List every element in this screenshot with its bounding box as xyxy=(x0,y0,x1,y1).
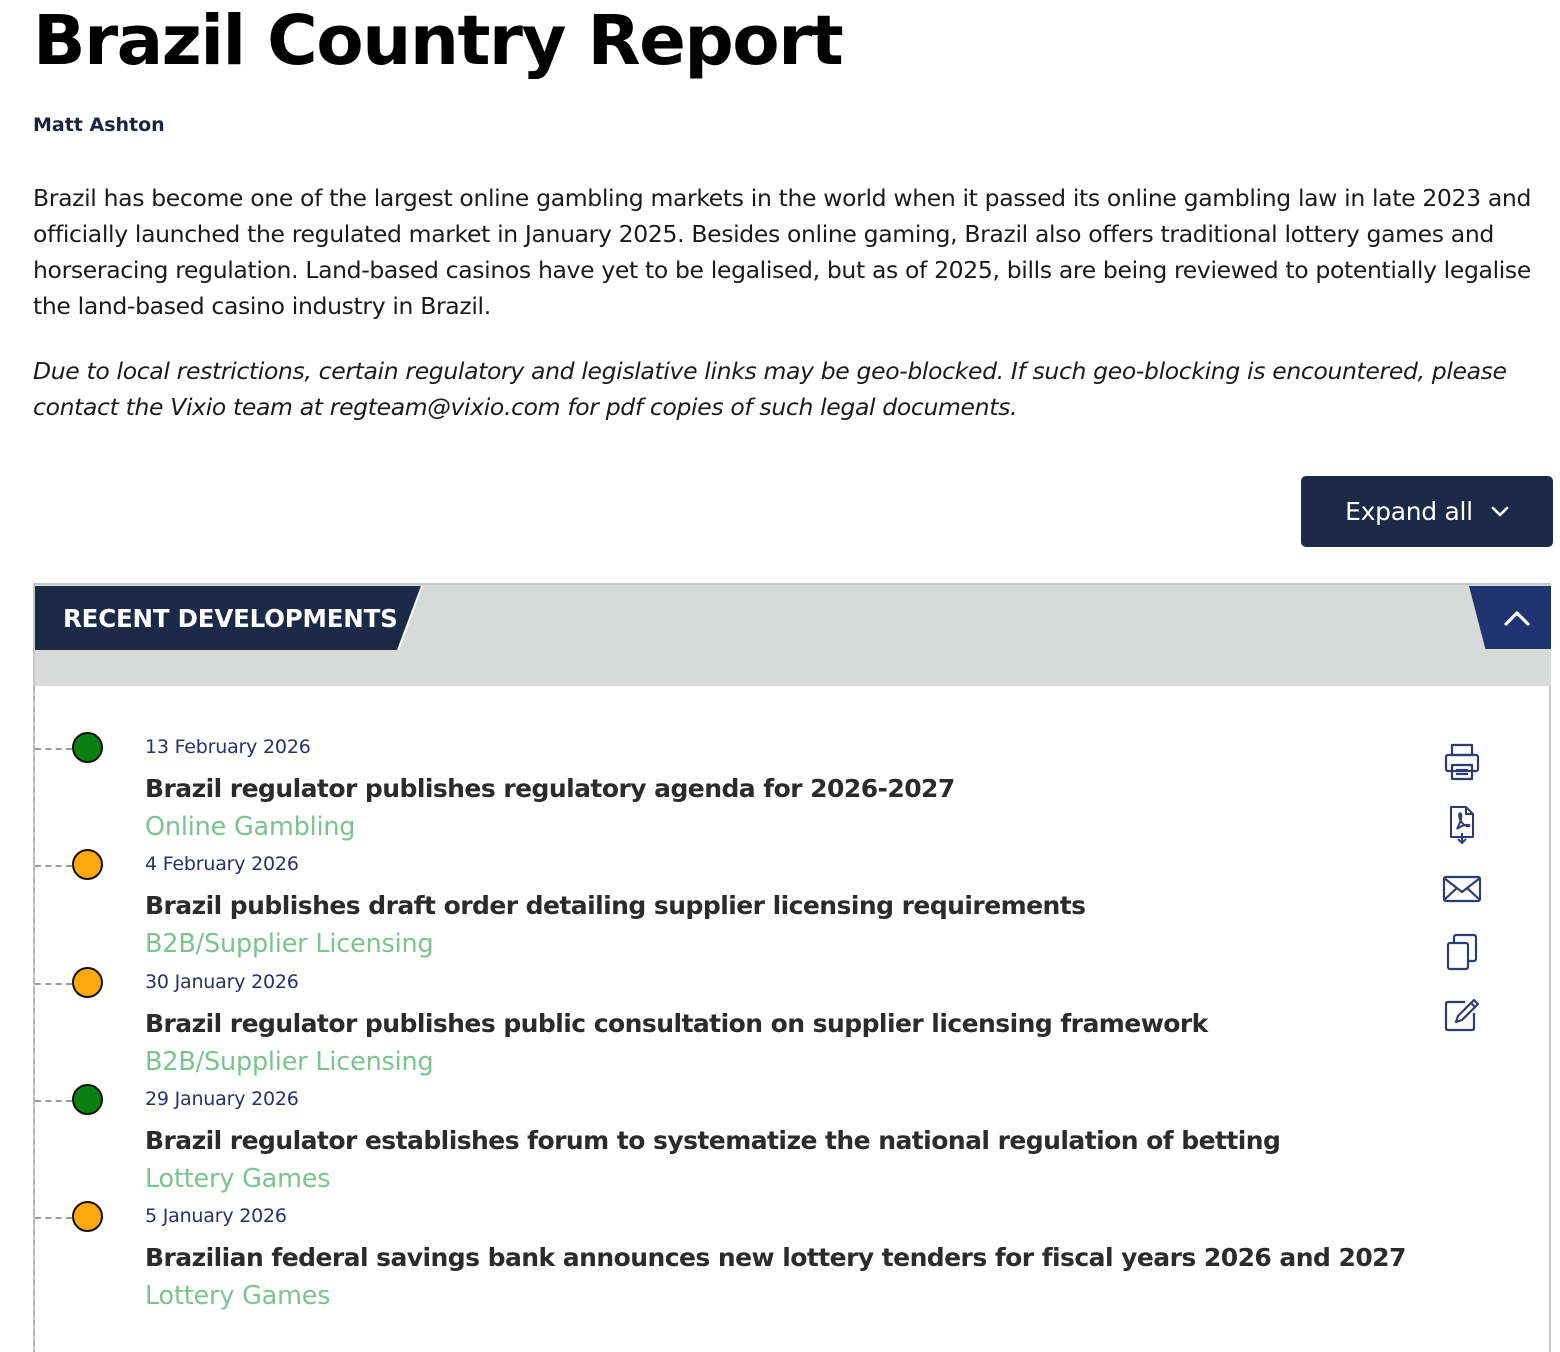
timeline-connector xyxy=(35,1217,72,1219)
development-date: 30 January 2026 xyxy=(145,970,299,993)
status-indicator xyxy=(72,849,103,880)
development-headline[interactable]: Brazil regulator establishes forum to systematize the national regulation of betting xyxy=(145,1125,1281,1155)
intro-paragraph: Brazil has become one of the largest online gambling markets in the world when it passed its online gambling law in late 2023 and officially launched the regulated market in January 2025. Besides online gaming, Brazil also offers traditional lottery games and horseracing regulation. Land-based casinos have yet to be legalised, but as of 2025, bills are being reviewed to potentially legalise the land-based casino industry in Brazil. xyxy=(33,184,1532,320)
development-item xyxy=(35,1087,1335,1217)
development-date: 5 January 2026 xyxy=(145,1205,287,1228)
development-headline[interactable]: Brazil regulator publishes public consultation on supplier licensing framework xyxy=(145,1008,1208,1038)
author-name[interactable]: Matt Ashton xyxy=(33,114,165,136)
recent-developments-panel xyxy=(33,583,1551,1352)
expand-all-label: Expand all xyxy=(1345,497,1473,526)
panel-header[interactable] xyxy=(35,585,1551,686)
timeline-connector xyxy=(35,1100,72,1102)
section-title: RECENT DEVELOPMENTS xyxy=(63,604,398,633)
download-pdf-button[interactable] xyxy=(1440,803,1484,847)
timeline-connector xyxy=(35,748,72,750)
status-indicator xyxy=(72,732,103,763)
development-category[interactable]: B2B/Supplier Licensing xyxy=(145,929,434,960)
printer-icon xyxy=(1444,743,1480,781)
development-item xyxy=(35,1205,1406,1334)
development-headline[interactable]: Brazil publishes draft order detailing supplier licensing requirements xyxy=(145,891,1086,921)
development-category[interactable]: Online Gambling xyxy=(145,812,356,842)
development-date: 4 February 2026 xyxy=(145,853,299,876)
chevron-up-icon xyxy=(1504,610,1530,626)
development-date: 29 January 2026 xyxy=(145,1087,299,1110)
edit-note-icon xyxy=(1443,997,1481,1033)
timeline-connector xyxy=(35,983,72,985)
development-category[interactable]: Lottery Games xyxy=(145,1281,331,1312)
development-item xyxy=(35,736,1335,865)
annotate-button[interactable] xyxy=(1440,993,1484,1037)
email-icon xyxy=(1442,874,1482,904)
status-indicator xyxy=(72,1201,103,1232)
development-headline[interactable]: Brazilian federal savings bank announces new lottery tenders for fiscal years 2026 and 2027 xyxy=(145,1243,1406,1273)
development-category[interactable]: B2B/Supplier Licensing xyxy=(145,1046,434,1077)
email-button[interactable] xyxy=(1440,867,1484,911)
pdf-download-icon xyxy=(1447,805,1477,845)
status-indicator xyxy=(72,967,103,998)
copy-icon xyxy=(1445,933,1479,971)
development-item xyxy=(35,853,1335,982)
page-title: Brazil Country Report xyxy=(33,1,843,81)
geo-block-disclaimer: Due to local restrictions, certain regulatory and legislative links may be geo-blocked. If such geo-blocking is encountered, please contact the Vixio team at regteam@vixio.com for pdf copies of such legal documents. xyxy=(33,357,1507,421)
status-indicator xyxy=(72,1084,103,1115)
expand-all-button[interactable] xyxy=(1301,476,1553,547)
collapse-section-button[interactable] xyxy=(1469,586,1551,649)
development-date: 13 February 2026 xyxy=(145,736,311,758)
development-headline[interactable]: Brazil regulator publishes regulatory agenda for 2026-2027 xyxy=(145,774,955,803)
print-button[interactable] xyxy=(1440,740,1484,784)
development-item xyxy=(35,970,1335,1100)
development-category[interactable]: Lottery Games xyxy=(145,1163,331,1194)
timeline-connector xyxy=(35,865,72,867)
copy-button[interactable] xyxy=(1440,930,1484,974)
chevron-down-icon xyxy=(1491,506,1509,518)
